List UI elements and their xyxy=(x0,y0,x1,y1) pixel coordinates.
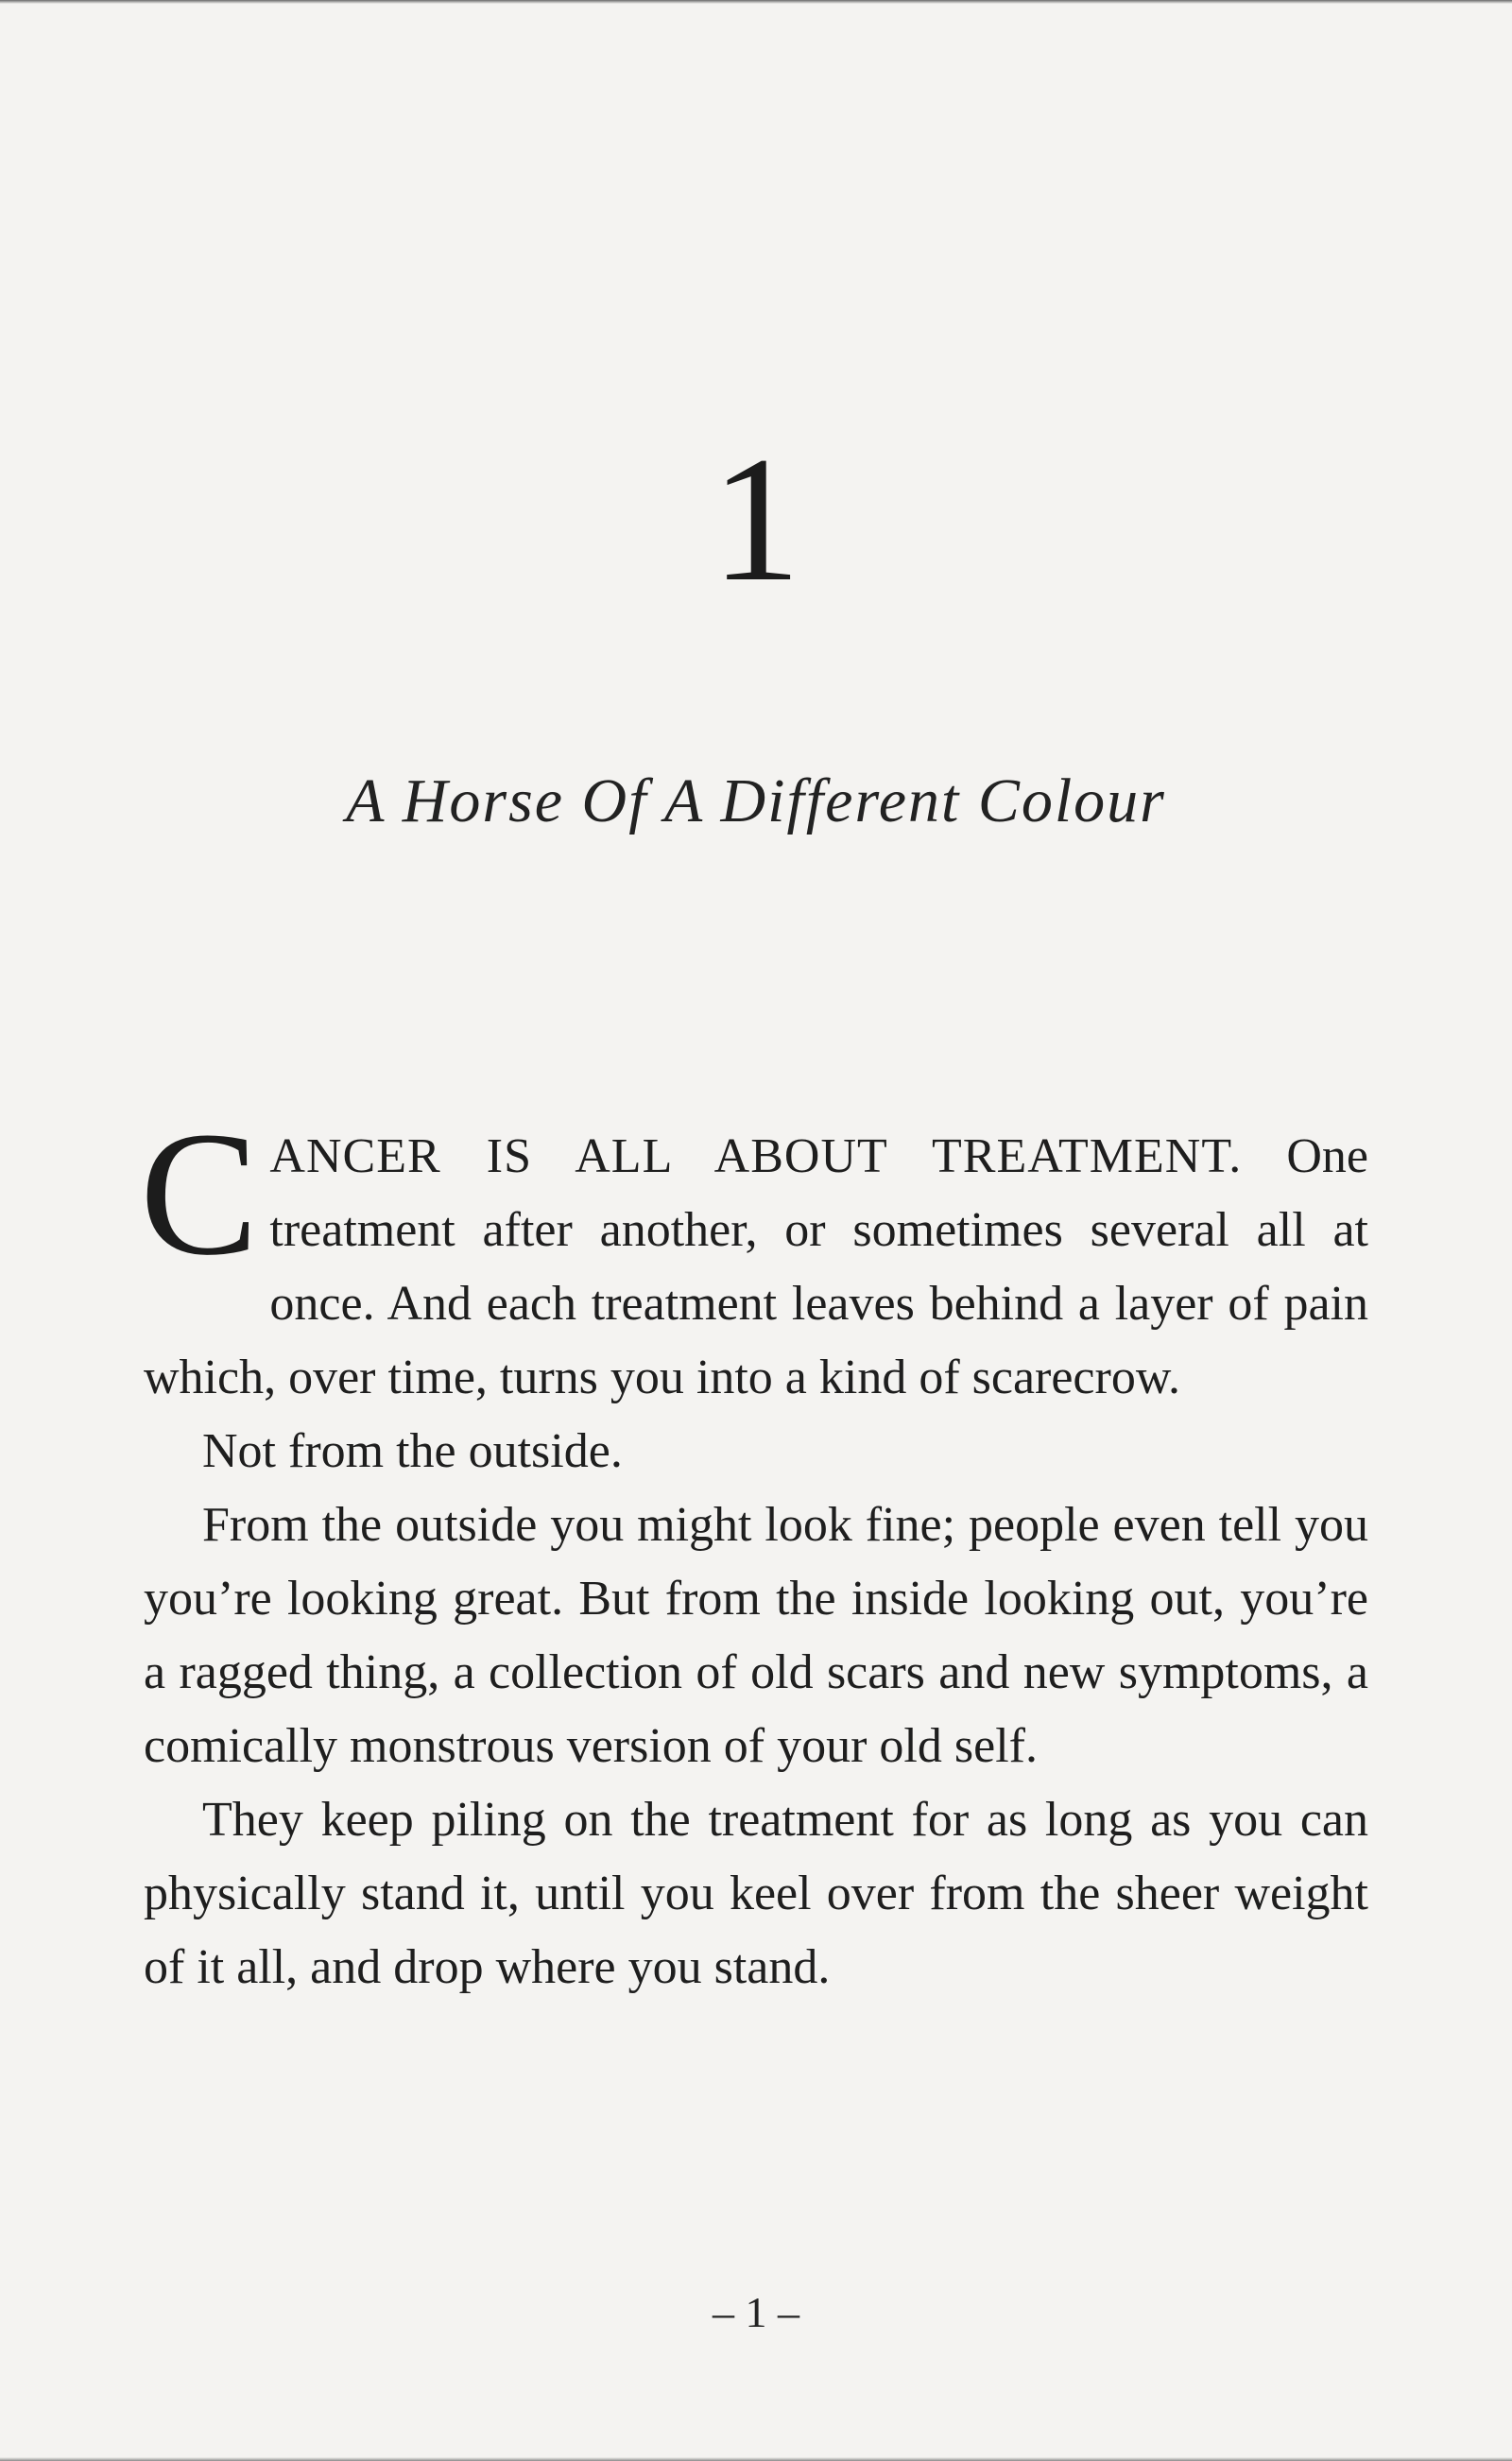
chapter-title: A Horse Of A Different Colour xyxy=(346,766,1166,835)
opening-caps: ANCER IS ALL ABOUT TREATMENT. xyxy=(269,1129,1243,1183)
paragraph-2: Not from the outside. xyxy=(202,1424,623,1478)
paragraph-4: They keep piling on the treatment for as long as you can physically stand it, until you keel over from the sheer weight of it all, and drop where you stand. xyxy=(144,1793,1368,1994)
paragraph-3: From the outside you might look fine; people even tell you you’re looking great. But from the inside looking out, you’re a ragged thing, a collection of old scars and new symptoms, a comically monstrous version of your old self. xyxy=(144,1498,1368,1773)
paragraph-1 xyxy=(140,1094,1368,1415)
chapter-body xyxy=(140,1094,1368,2005)
page-bottom-edge xyxy=(0,2457,1512,2461)
page-top-edge xyxy=(0,0,1512,4)
drop-cap: C xyxy=(140,1094,259,1292)
chapter-number: 1 xyxy=(711,421,801,619)
page-number: – 1 – xyxy=(713,2288,799,2336)
paragraph-1-text: One treatment after another, or sometimes several all at once. And each treatment leaves behind a layer of pain which, over time, turns you into a kind of scarecrow. xyxy=(144,1129,1368,1404)
